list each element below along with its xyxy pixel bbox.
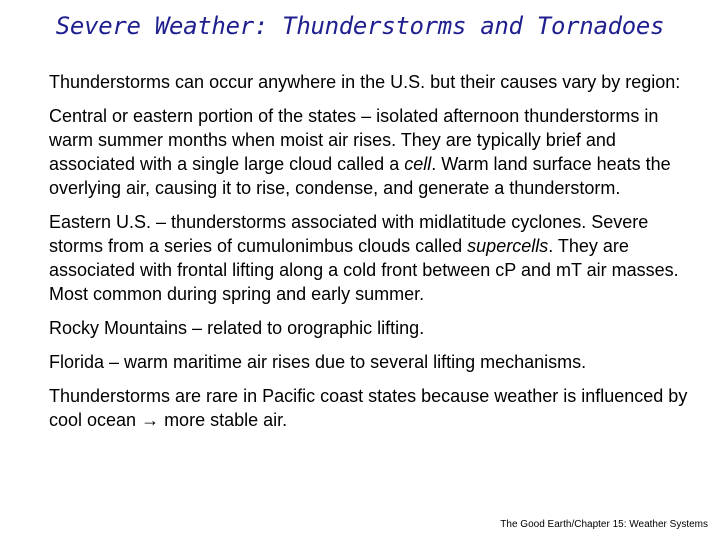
eastern-text-before: Eastern U.S. – thunderstorms associated with midlatitude cyclones. Severe storms from a series of cumulonimbus clouds called	[49, 212, 649, 256]
central-text-after: . Warm land surface heats the overlying air, causing it to rise, condense, and generate a thunderstorm.	[49, 154, 671, 198]
eastern-text-after: . They are associated with frontal lifting along a cold front between cP and mT air masses. Most common during spring and early summer.	[49, 236, 679, 304]
pacific-paragraph: Thunderstorms are rare in Pacific coast states because weather is influenced by cool ocean → more stable air.	[49, 386, 688, 430]
central-text-before: Central or eastern portion of the states – isolated afternoon thunderstorms in warm summer months when moist air rises. They are typically brief and associated with a single large cloud called a	[49, 106, 659, 174]
term-supercells: supercells	[467, 236, 549, 256]
florida-paragraph: Florida – warm maritime air rises due to several lifting mechanisms.	[49, 352, 587, 372]
term-cell: cell	[404, 154, 432, 174]
slide-title: Severe Weather: Thunderstorms and Tornadoes	[55, 12, 665, 40]
central-paragraph	[49, 104, 689, 200]
rocky-paragraph: Rocky Mountains – related to orographic lifting.	[49, 318, 425, 338]
slide-body	[49, 70, 689, 442]
intro-paragraph: Thunderstorms can occur anywhere in the U.S. but their causes vary by region:	[49, 72, 681, 92]
slide-footer: The Good Earth/Chapter 15: Weather Systems	[500, 519, 708, 530]
eastern-paragraph	[49, 210, 689, 306]
